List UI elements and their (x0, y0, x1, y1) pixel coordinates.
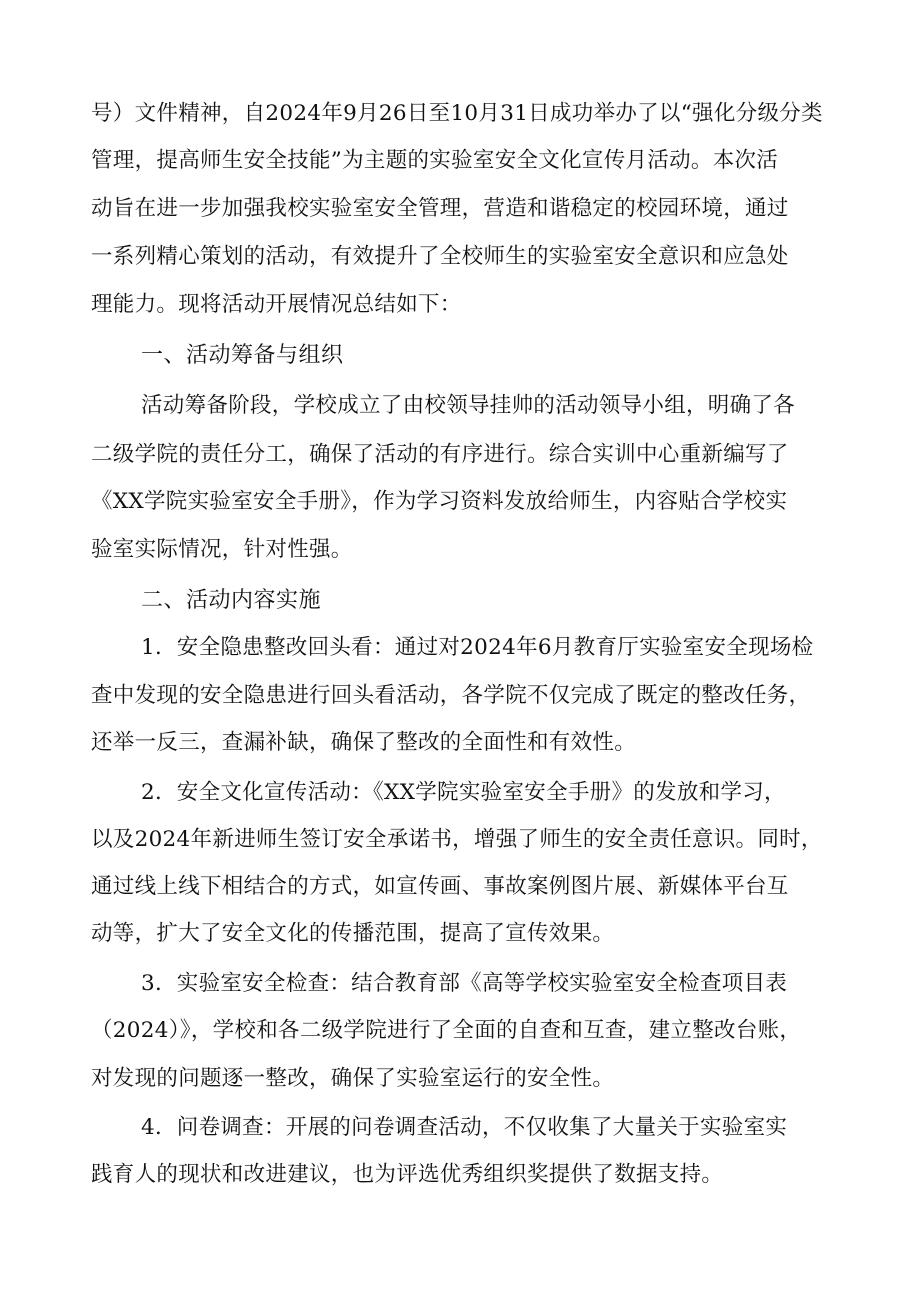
item1-line-3: 还举一反三，查漏补缺，确保了整改的全面性和有效性。 (91, 730, 637, 755)
item2-line-4: 动等，扩大了安全文化的传播范围，提高了宣传效果。 (91, 921, 615, 946)
section1-line-2: 二级学院的责任分工，确保了活动的有序进行。综合实训中心重新编写了 (91, 442, 789, 467)
item3-line-1: 3．实验室安全检查：结合教育部《高等学校实验室安全检查项目表 (141, 971, 788, 996)
intro-line-4: 一系列精心策划的活动，有效提升了全校师生的实验室安全意识和应急处 (91, 244, 789, 269)
intro-line-5: 理能力。现将活动开展情况总结如下： (91, 292, 462, 317)
intro-line-3: 动旨在进一步加强我校实验室安全管理，营造和谐稳定的校园环境，通过 (91, 196, 789, 221)
section1-line-3: 《XX学院实验室安全手册》，作为学习资料发放给师生，内容贴合学校实 (91, 489, 788, 514)
item2-line-2: 以及2024年新进师生签订安全承诺书，增强了师生的安全责任意识。同时， (91, 827, 823, 852)
item2-line-3: 通过线上线下相结合的方式，如宣传画、事故案例图片展、新媒体平台互 (91, 874, 789, 899)
item1-line-2: 查中发现的安全隐患进行回头看活动，各学院不仅完成了既定的整改任务， (91, 683, 811, 708)
section1-line-1: 活动筹备阶段，学校成立了由校领导挂帅的活动领导小组，明确了各 (141, 393, 796, 418)
item1-line-1: 1．安全隐患整改回头看：通过对2024年6月教育厅实验室安全现场检 (141, 635, 814, 660)
intro-line-2: 管理，提高师生安全技能”为主题的实验室安全文化宣传月活动。本次活 (91, 148, 779, 173)
item2-line-1: 2．安全文化宣传活动：《XX学院实验室安全手册》的发放和学习， (141, 780, 786, 805)
item3-line-2: （2024）》，学校和各二级学院进行了全面的自查和互查，建立整改台账， (91, 1018, 802, 1043)
item4-line-2: 践育人的现状和改进建议，也为评选优秀组织奖提供了数据支持。 (91, 1162, 724, 1187)
item3-line-3: 对发现的问题逐一整改，确保了实验室运行的安全性。 (91, 1066, 615, 1091)
intro-line-1: 号）文件精神，自2024年9月26日至10月31日成功举办了以“强化分级分类 (91, 101, 823, 126)
item4-line-1: 4．问卷调查：开展的问卷调查活动，不仅收集了大量关于实验室实 (141, 1115, 788, 1140)
section-heading-1: 一、活动筹备与组织 (141, 343, 344, 368)
section1-line-4: 验室实际情况，针对性强。 (91, 537, 353, 562)
section-heading-2: 二、活动内容实施 (141, 588, 322, 613)
